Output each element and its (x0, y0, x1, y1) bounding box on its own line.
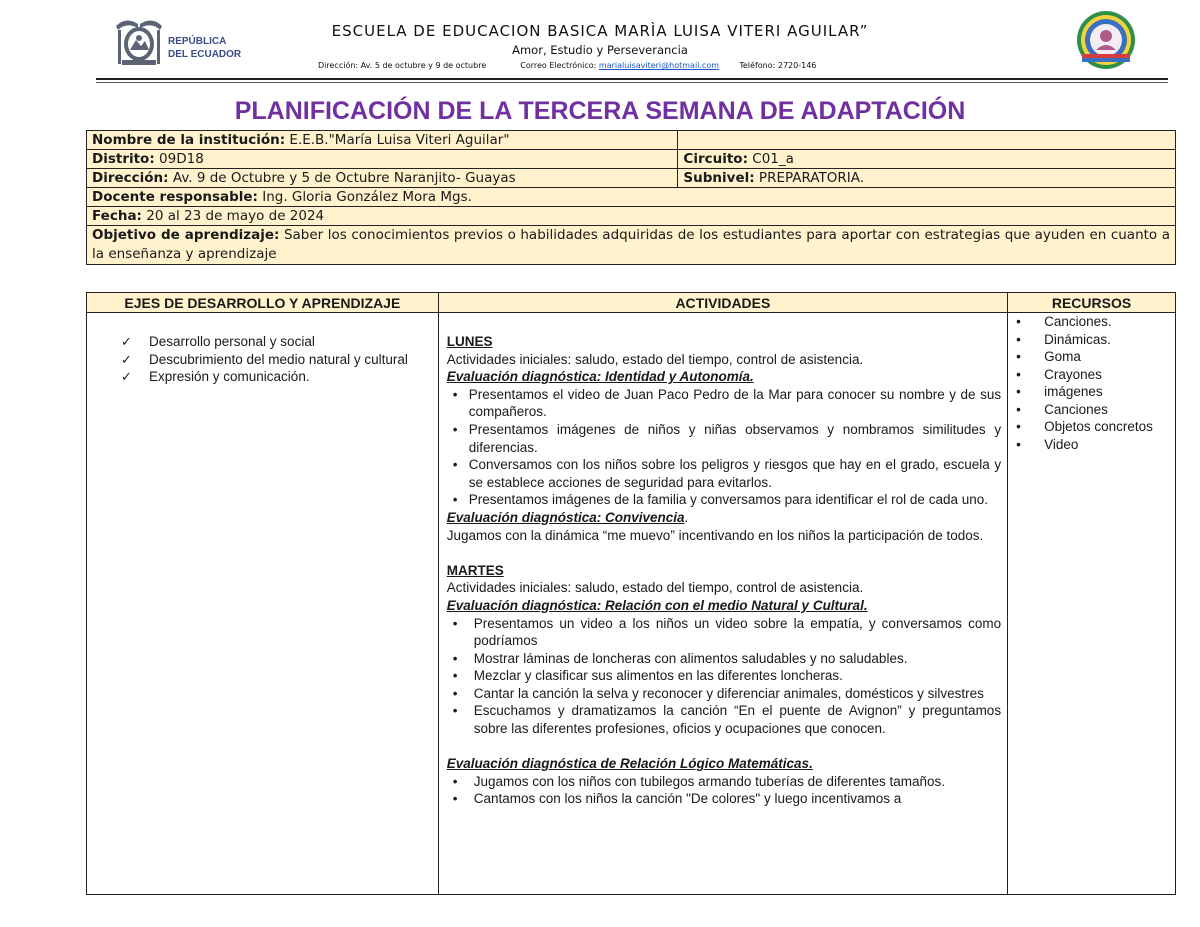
info-row-district (87, 150, 1176, 169)
list-item: ✓ Desarrollo personal y social (121, 334, 315, 349)
sublevel-cell (678, 169, 1176, 188)
tuesday-eval-natural: Evaluación diagnóstica: Relación con el medio Natural y Cultural. (446, 597, 868, 613)
list-item: • Cantar la canción la selva y reconocer y diferenciar animales, domésticos y silvestres (452, 685, 984, 701)
tuesday-initial: Actividades iniciales: saludo, estado del tiempo, control de asistencia. (446, 580, 864, 596)
email-label: Correo Electrónico: (520, 61, 597, 70)
bullet-icon: • (452, 791, 458, 807)
bullet-icon: • (1016, 436, 1021, 452)
info-row-address (87, 169, 1176, 188)
recursos-cell (1008, 313, 1176, 895)
date-cell (87, 207, 1176, 226)
monday-activity-dinamica: Jugamos con la dinámica “me muevo” incentivando en los niños la participación de todos. (446, 527, 984, 543)
header-rule-thin (96, 82, 1168, 83)
bullet-icon: • (452, 685, 458, 701)
svg-text:REPÚBLICA: REPÚBLICA (168, 36, 227, 47)
day-tuesday: MARTES (446, 562, 504, 578)
teacher-cell (87, 188, 1176, 207)
bullet-icon: • (1016, 314, 1021, 329)
sublevel-label: Subnivel: (683, 170, 755, 186)
school-motto: Amor, Estudio y Perseverancia (512, 43, 688, 57)
list-item: • Presentamos el video de Juan Paco Pedro de la Mar para conocer su nombre y de sus compañeros. (452, 386, 1002, 420)
header-ejes: EJES DE DESARROLLO Y APRENDIZAJE (87, 293, 439, 313)
list-item: • Crayones (1016, 366, 1102, 382)
bullet-icon: • (452, 668, 458, 684)
checkmark-icon: ✓ (121, 334, 132, 349)
bullet-icon: • (452, 492, 458, 508)
list-item: • Conversamos con los niños sobre los peligros y riesgos que hay en el grado, escuela y se establece acciones de seguridad para evitarlos. (452, 457, 1002, 490)
list-item: • imágenes (1016, 384, 1103, 399)
contact-line (318, 61, 816, 70)
bullet-icon: • (452, 386, 458, 402)
bullet-icon: • (1016, 331, 1021, 347)
checkmark-icon: ✓ (121, 369, 132, 384)
list-item: • Mostrar láminas de loncheras con alimentos saludables y no saludables. (452, 650, 908, 666)
institution-value: E.E.B."María Luisa Viteri Aguilar" (285, 132, 510, 148)
header-actividades: ACTIVIDADES (438, 293, 1007, 313)
institution-cell (87, 131, 678, 150)
list-item: • Jugamos con los niños con tubilegos armando tuberías de diferentes tamaños. (452, 773, 945, 789)
monday-eval-convivencia: Evaluación diagnóstica: Convivencia (446, 509, 685, 525)
school-seal-icon (1070, 10, 1142, 72)
info-row-teacher (87, 188, 1176, 207)
bullet-icon: • (1016, 366, 1021, 382)
bullet-icon: • (452, 615, 458, 631)
sublevel-value: PREPARATORIA. (754, 170, 865, 186)
institution-label: Nombre de la institución: (92, 132, 286, 148)
svg-text:DEL ECUADOR: DEL ECUADOR (168, 49, 242, 60)
monday-eval-convivencia-line: Evaluación diagnóstica: Convivencia. (446, 509, 689, 525)
spacer (447, 544, 1001, 562)
list-item: ✓ Expresión y comunicación. (121, 369, 310, 384)
institution-info-table (86, 130, 1176, 265)
school-seal (1070, 10, 1142, 72)
objective-label: Objetivo de aprendizaje: (92, 227, 280, 243)
ejes-cell (87, 313, 439, 895)
ejes-list (87, 333, 438, 386)
date-label: Fecha: (92, 208, 142, 224)
page-title: PLANIFICACIÓN DE LA TERCERA SEMANA DE ADAPTACIÓN (234, 97, 966, 125)
resources-list-tuesday (1008, 401, 1175, 454)
list-item: • Presentamos imágenes de la familia y conversamos para identificar el rol de cada uno. (452, 492, 988, 508)
tuesday-logic-list (447, 773, 1001, 808)
tuesday-activities-list (447, 615, 1001, 738)
resources-list-monday (1008, 313, 1175, 401)
empty-cell (678, 131, 1176, 150)
school-address: Dirección: Av. 5 de octubre y 9 de octubre (318, 61, 487, 70)
objective-cell (87, 226, 1176, 265)
info-row-objective (87, 226, 1176, 265)
planning-header-row (87, 293, 1176, 313)
checkmark-icon: ✓ (121, 351, 132, 367)
district-cell (87, 150, 678, 169)
list-item: ✓ Descubrimiento del medio natural y cultural (121, 351, 408, 367)
list-item: • Escuchamos y dramatizamos la canción “En el puente de Avignon” y preguntamos sobre las diferentes profesiones, oficios y ocupaciones que conocen. (452, 703, 1002, 737)
list-item: • Canciones. (1016, 314, 1112, 329)
address-value: Av. 9 de Octubre y 5 de Octubre Naranjito- Guayas (168, 170, 516, 186)
address-cell (87, 169, 678, 188)
list-item: • Objetos concretos (1016, 419, 1153, 434)
teacher-value: Ing. Gloria González Mora Mgs. (257, 189, 472, 205)
list-item: • Cantamos con los niños la canción "De colores" y luego incentivamos a (452, 791, 902, 807)
planning-body-row (87, 313, 1176, 895)
info-row-institution (87, 131, 1176, 150)
bullet-icon: • (452, 773, 458, 789)
actividades-cell (438, 313, 1007, 895)
email-link[interactable]: marialuisaviteri@hotmail.com (598, 61, 720, 70)
bullet-icon: • (1016, 384, 1021, 399)
monday-eval-identity: Evaluación diagnóstica: Identidad y Autonomía. (446, 369, 754, 385)
list-item: • Presentamos un video a los niños un video sobre la empatía, y conversamos como podríamos (452, 615, 1002, 649)
district-value: 09D18 (154, 151, 204, 167)
header-rule (96, 78, 1168, 80)
school-name: ESCUELA DE EDUCACION BASICA MARÌA LUISA VITERI AGUILAR” (331, 22, 869, 40)
objective-value: Saber los conocimientos previos o habilidades adquiridas de los estudiantes para aportar con estrategias que ayuden en cuanto a la enseñanza y aprendizaje (92, 227, 1170, 262)
list-item: • Goma (1016, 349, 1081, 364)
monday-initial: Actividades iniciales: saludo, estado del tiempo, control de asistencia. (446, 351, 864, 367)
list-item: • Presentamos imágenes de niños y niñas observamos y nombramos similitudes y diferencias. (452, 421, 1002, 455)
circuit-value: C01_a (747, 151, 794, 167)
date-value: 20 al 23 de mayo de 2024 (141, 208, 325, 224)
list-item: • Canciones (1016, 401, 1108, 417)
list-item: • Mezclar y clasificar sus alimentos en las diferentes loncheras. (452, 668, 843, 684)
district-label: Distrito: (92, 151, 155, 167)
tuesday-eval-logico: Evaluación diagnóstica de Relación Lógico Matemáticas. (446, 756, 813, 772)
planning-table (86, 292, 1176, 895)
list-item: • Video (1016, 436, 1079, 452)
circuit-label: Circuito: (683, 151, 748, 167)
activities-content (439, 313, 1007, 808)
school-phone: Teléfono: 2720-146 (739, 61, 817, 70)
header-recursos: RECURSOS (1008, 293, 1176, 313)
spacer (447, 738, 1001, 756)
bullet-icon: • (1016, 419, 1021, 434)
bullet-icon: • (452, 421, 458, 437)
bullet-icon: • (1016, 349, 1021, 364)
bullet-icon: • (452, 703, 458, 719)
bullet-icon: • (452, 650, 458, 666)
address-label: Dirección: (92, 170, 169, 186)
day-monday: LUNES (446, 334, 493, 349)
circuit-cell (678, 150, 1176, 169)
list-item: • Dinámicas. (1016, 331, 1111, 347)
bullet-icon: • (1016, 401, 1021, 417)
teacher-label: Docente responsable: (92, 189, 258, 205)
monday-activities-list (447, 386, 1001, 509)
bullet-icon: • (452, 457, 458, 473)
info-row-date (87, 207, 1176, 226)
